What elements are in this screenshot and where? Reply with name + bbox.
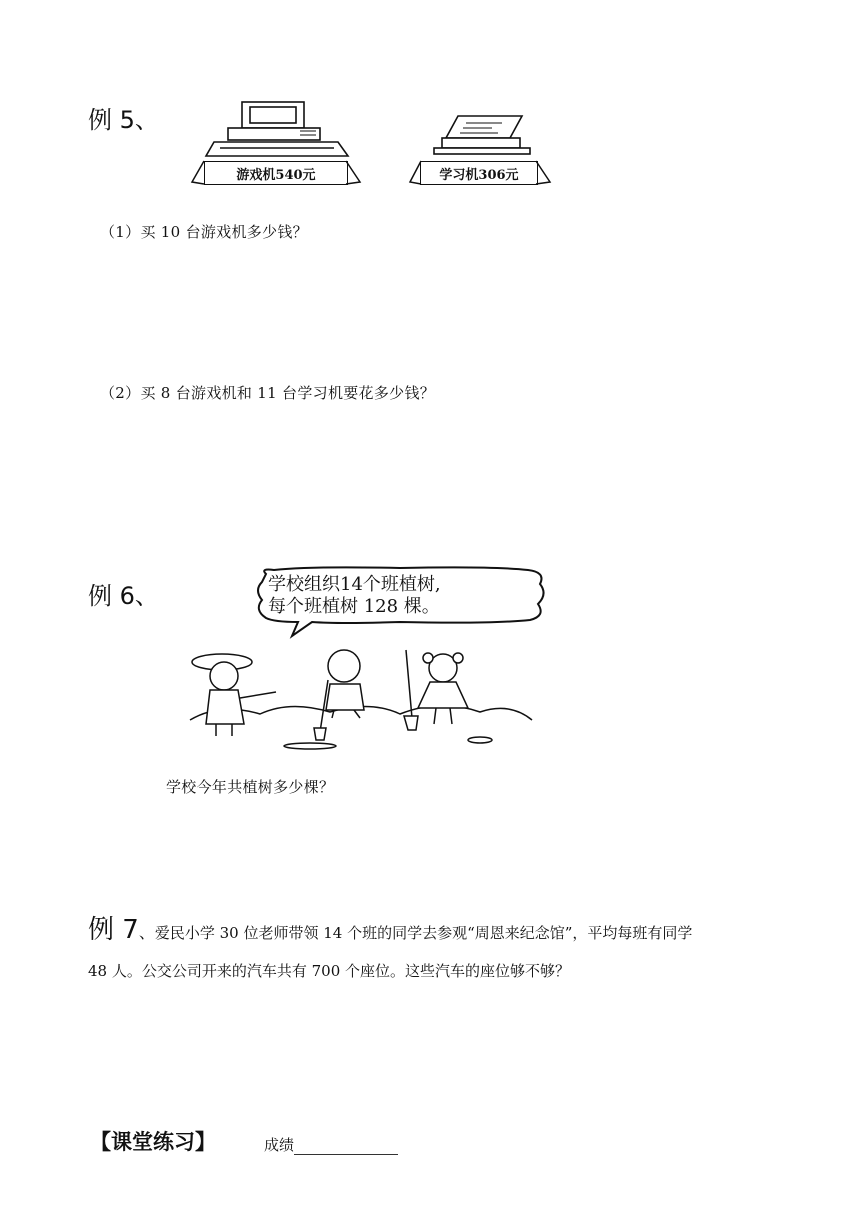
practice-heading: 【课堂练习】 (90, 1130, 216, 1154)
game-console-price-text: 游戏机540元 (236, 167, 316, 183)
bubble-line-2: 每个班植树 128 棵。 (268, 596, 440, 617)
bubble-line-1: 学校组织14个班植树, (268, 574, 441, 595)
example-7-separator: 、 (138, 923, 155, 942)
example-7-line-2: 48 人。公交公司开来的汽车共有 700 个座位。这些汽车的座位够不够？ (88, 962, 571, 980)
score-label: 成绩 (264, 1136, 295, 1154)
example-5-label: 例 5、 (88, 106, 159, 134)
children-planting-illustration (180, 640, 540, 750)
speech-bubble-text (268, 574, 441, 618)
example-7-label: 例 7 (88, 915, 139, 945)
study-tag-ends (408, 160, 558, 186)
example-7-line-1: 爱民小学 30 位老师带领 14 个班的同学去参观“周恩来纪念馆”，平均每班有同学 (154, 924, 693, 942)
game-tag-ends (190, 160, 370, 186)
score-blank-line[interactable] (294, 1138, 398, 1155)
learning-machine-illustration (430, 112, 540, 162)
ex5-question-1: （1）买 10 台游戏机多少钱？ (100, 223, 308, 241)
ex6-question: 学校今年共植树多少棵？ (166, 778, 335, 796)
score-field (264, 1134, 398, 1155)
example-7-block (88, 912, 788, 951)
ex5-question-2: （2）买 8 台游戏机和 11 台学习机要花多少钱？ (100, 384, 436, 402)
learning-machine-price-text: 学习机306元 (439, 167, 519, 183)
example-6-label: 例 6、 (88, 582, 159, 610)
